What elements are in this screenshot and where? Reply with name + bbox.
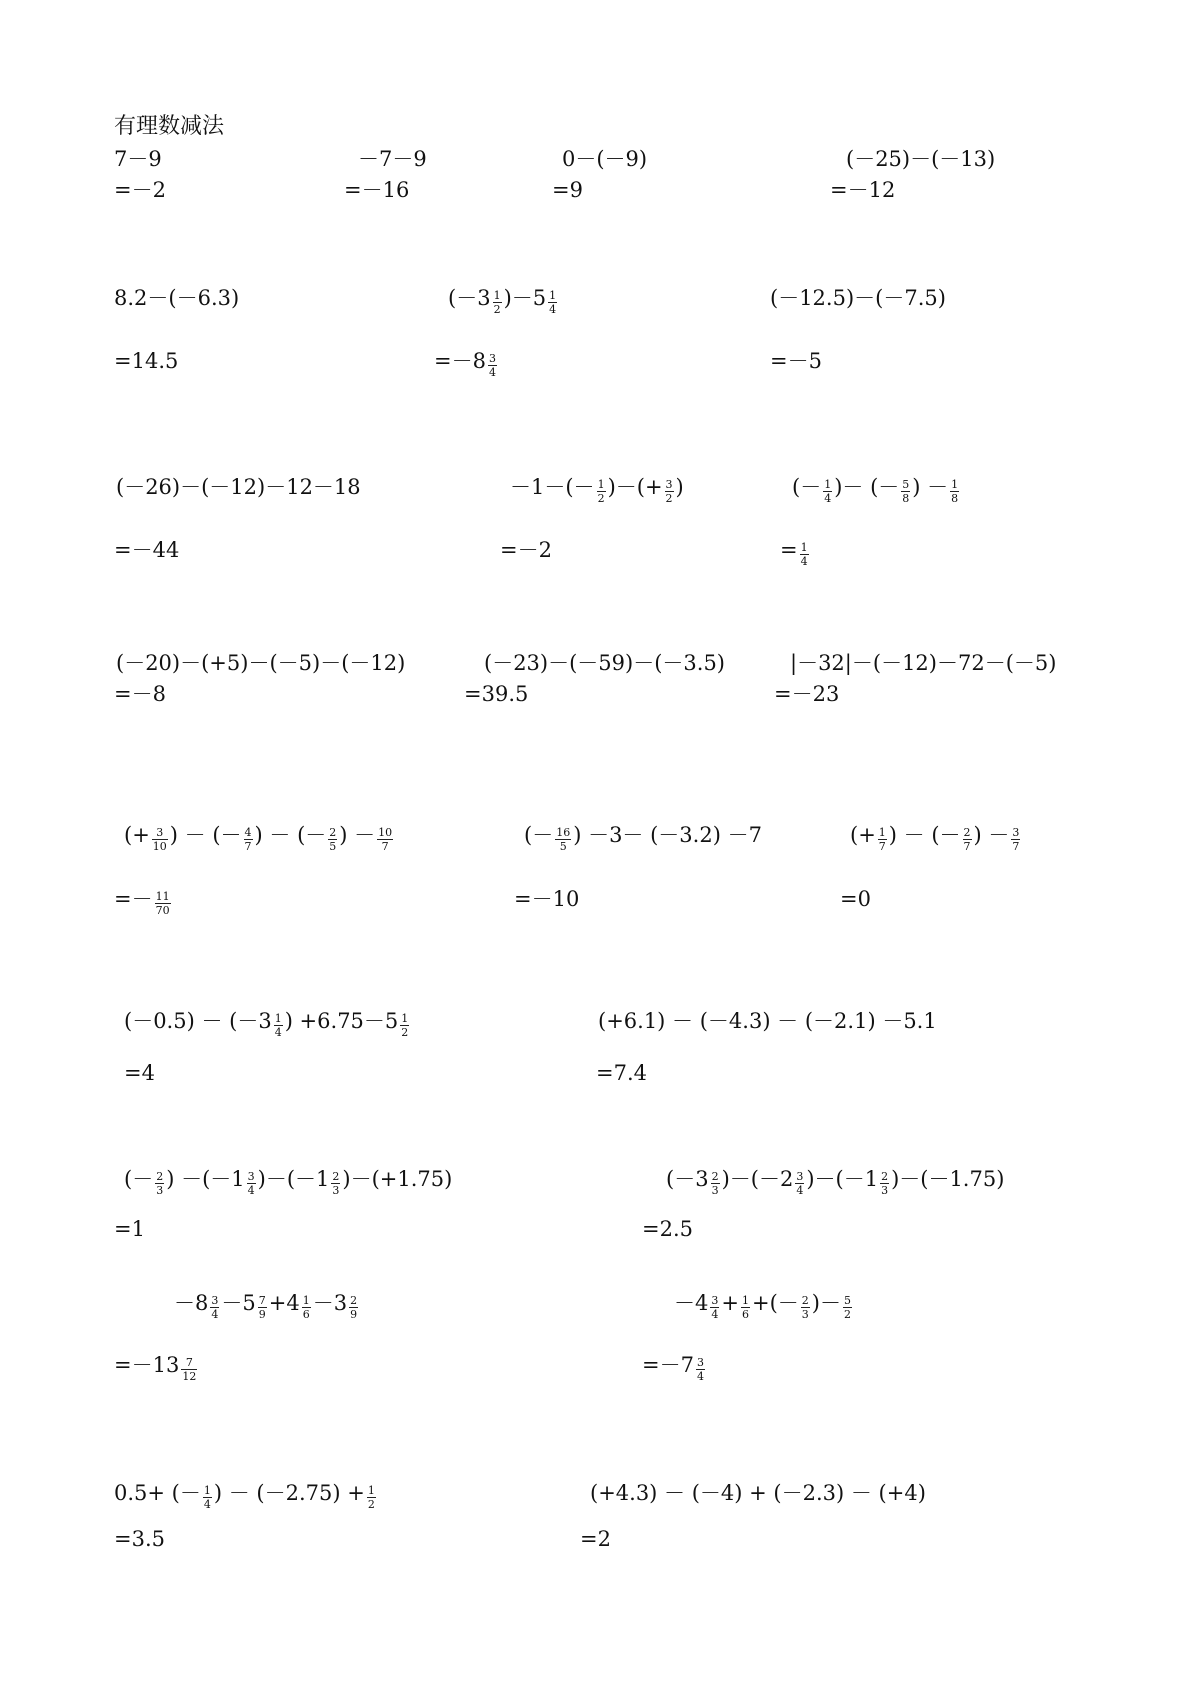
problem-3-1: (－26)－(－12)－12－18 — [116, 475, 361, 499]
answer-4-2: =39.5 — [464, 682, 529, 706]
fraction: $\frac{2}{7}$ — [963, 825, 971, 853]
answer-1-2: =－16 — [344, 178, 410, 202]
problem-9-1: 0.5+ (－ $\frac{1}{4}$ ) － (－2.75) + $\frac{1}{2}$ — [114, 1481, 375, 1511]
answer-3-3: = $\frac{1}{4}$ — [780, 538, 808, 568]
fraction: $\frac{2}{3}$ — [156, 1169, 164, 1197]
answer-9-1: =3.5 — [114, 1527, 165, 1551]
fraction: $\frac{5}{2}$ — [843, 1293, 851, 1321]
fraction: $\frac{3}{4}$ — [696, 1355, 704, 1383]
fraction: $\frac{1}{8}$ — [951, 477, 959, 505]
answer-5-2: =－10 — [514, 887, 580, 911]
fraction: $\frac{3}{4}$ — [247, 1169, 255, 1197]
fraction: $\frac{1}{6}$ — [741, 1293, 749, 1321]
problem-6-1: (－0.5) － (－3 $\frac{1}{4}$ ) +6.75－5 $\frac{1}{2}$ — [124, 1009, 409, 1039]
answer-8-2: =－7 $\frac{3}{4}$ — [642, 1353, 704, 1383]
page-title: 有理数减法 — [114, 114, 225, 139]
fraction: $\frac{1}{4}$ — [824, 477, 832, 505]
fraction: $\frac{2}{9}$ — [350, 1293, 358, 1321]
problem-7-1: (－ $\frac{2}{3}$ ) －(－1 $\frac{3}{4}$ )－(－1 $\frac{2}{3}$ )－(+1.75) — [124, 1167, 453, 1197]
problem-1-4: (－25)－(－13) — [846, 147, 996, 171]
fraction: $\frac{1}{6}$ — [302, 1293, 310, 1321]
answer-2-2: =－8 $\frac{3}{4}$ — [434, 349, 496, 379]
fraction: $\frac{1}{2}$ — [493, 288, 501, 316]
answer-2-1: =14.5 — [114, 349, 179, 373]
answer-6-1: =4 — [124, 1061, 155, 1085]
fraction: $\frac{3}{4}$ — [211, 1293, 219, 1321]
problem-5-3: (+ $\frac{1}{7}$ ) － (－ $\frac{2}{7}$ ) － $\frac{3}{7}$ — [850, 823, 1020, 853]
problem-1-3: 0－(－9) — [562, 147, 648, 171]
answer-2-3: =－5 — [770, 349, 822, 373]
fraction: $\frac{2}{3}$ — [881, 1169, 889, 1197]
fraction: $\frac{2}{3}$ — [332, 1169, 340, 1197]
answer-1-1: =－2 — [114, 178, 166, 202]
answer-7-2: =2.5 — [642, 1217, 693, 1241]
answer-1-3: =9 — [552, 178, 583, 202]
fraction: $\frac{1}{4}$ — [549, 288, 557, 316]
answer-8-1: =－13 $\frac{7}{12}$ — [114, 1353, 197, 1383]
fraction: $\frac{3}{4}$ — [796, 1169, 804, 1197]
problem-4-3: |－32|－(－12)－72－(－5) — [790, 651, 1057, 675]
fraction: $\frac{7}{12}$ — [182, 1355, 197, 1383]
answer-7-1: =1 — [114, 1217, 145, 1241]
problem-1-2: －7－9 — [358, 147, 427, 171]
problem-9-2: (+4.3) － (－4) + (－2.3) － (+4) — [590, 1481, 926, 1505]
fraction: $\frac{1}{7}$ — [878, 825, 886, 853]
fraction: $\frac{5}{8}$ — [902, 477, 910, 505]
problem-4-1: (－20)－(+5)－(－5)－(－12) — [116, 651, 406, 675]
fraction: $\frac{2}{3}$ — [711, 1169, 719, 1197]
fraction: $\frac{1}{4}$ — [274, 1011, 282, 1039]
fraction: $\frac{1}{2}$ — [401, 1011, 409, 1039]
answer-4-1: =－8 — [114, 682, 166, 706]
fraction: $\frac{7}{9}$ — [258, 1293, 266, 1321]
fraction: $\frac{3}{7}$ — [1012, 825, 1020, 853]
fraction: $\frac{10}{7}$ — [378, 825, 393, 853]
fraction: $\frac{3}{4}$ — [488, 351, 496, 379]
fraction: $\frac{1}{2}$ — [597, 477, 605, 505]
problem-8-2: －4 $\frac{3}{4}$ + $\frac{1}{6}$ +(－ $\frac{2}{3}$ )－ $\frac{5}{2}$ — [674, 1291, 851, 1321]
problem-4-2: (－23)－(－59)－(－3.5) — [484, 651, 725, 675]
fraction: $\frac{3}{4}$ — [711, 1293, 719, 1321]
answer-4-3: =－23 — [774, 682, 840, 706]
fraction: $\frac{2}{5}$ — [329, 825, 337, 853]
fraction: $\frac{11}{70}$ — [155, 889, 170, 917]
problem-2-2: (－3 $\frac{1}{2}$ )－5 $\frac{1}{4}$ — [448, 286, 557, 316]
answer-3-2: =－2 — [500, 538, 552, 562]
problem-1-1: 7－9 — [114, 147, 162, 171]
answer-6-2: =7.4 — [596, 1061, 647, 1085]
fraction: $\frac{3}{2}$ — [665, 477, 673, 505]
fraction: $\frac{3}{10}$ — [152, 825, 167, 853]
fraction: $\frac{1}{4}$ — [800, 540, 808, 568]
problem-3-3: (－ $\frac{1}{4}$ )－ (－ $\frac{5}{8}$ ) － $\frac{1}{8}$ — [792, 475, 959, 505]
problem-3-2: －1－(－ $\frac{1}{2}$ )－(+ $\frac{3}{2}$ ) — [510, 475, 684, 505]
problem-7-2: (－3 $\frac{2}{3}$ )－(－2 $\frac{3}{4}$ )－(－1 $\frac{2}{3}$ )－(－1.75) — [666, 1167, 1005, 1197]
problem-5-2: (－ $\frac{16}{5}$ ) －3－ (－3.2) －7 — [524, 823, 762, 853]
problem-5-1: (+ $\frac{3}{10}$ ) － (－ $\frac{4}{7}$ ) － (－ $\frac{2}{5}$ ) － $\frac{10}{7}$ — [124, 823, 393, 853]
answer-5-1: =－ $\frac{11}{70}$ — [114, 887, 170, 917]
fraction: $\frac{2}{3}$ — [801, 1293, 809, 1321]
fraction: $\frac{1}{2}$ — [367, 1483, 375, 1511]
fraction: $\frac{1}{4}$ — [203, 1483, 211, 1511]
problem-6-2: (+6.1) － (－4.3) － (－2.1) －5.1 — [598, 1009, 937, 1033]
fraction: $\frac{4}{7}$ — [244, 825, 252, 853]
fraction: $\frac{16}{5}$ — [556, 825, 571, 853]
answer-5-3: =0 — [840, 887, 871, 911]
problem-2-1: 8.2－(－6.3) — [114, 286, 240, 310]
problem-8-1: －8 $\frac{3}{4}$ －5 $\frac{7}{9}$ +4 $\frac{1}{6}$ －3 $\frac{2}{9}$ — [174, 1291, 358, 1321]
answer-9-2: =2 — [580, 1527, 611, 1551]
answer-1-4: =－12 — [830, 178, 896, 202]
problem-2-3: (－12.5)－(－7.5) — [770, 286, 946, 310]
answer-3-1: =－44 — [114, 538, 180, 562]
